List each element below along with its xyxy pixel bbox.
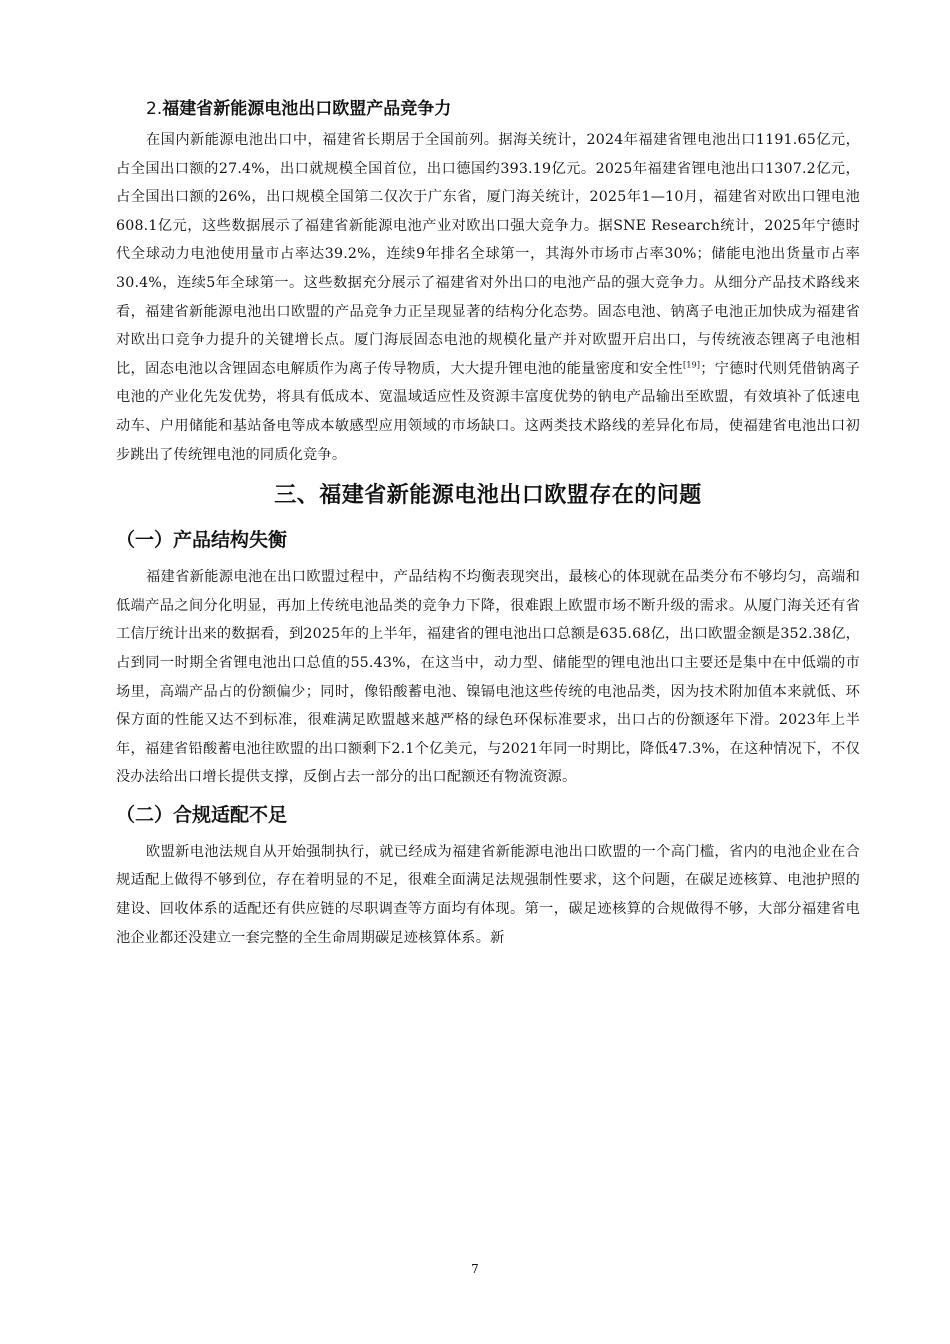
paragraph-competitiveness xyxy=(116,126,860,469)
document-page xyxy=(116,92,860,952)
paragraph-compliance: 欧盟新电池法规自从开始强制执行，就已经成为福建省新能源电池出口欧盟的一个高门槛，省内的电池企业在合规适配上做得不够到位，存在着明显的不足，很难全面满足法规强制性要求，这个问题，在碳足迹核算、电池护照的建设、回收体系的适配还有供应链的尽职调查等方面均有体现。第一，碳足迹核算的合规做得不够，大部分福建省电池企业都还没建立一套完整的全生命周期碳足迹核算体系。新 xyxy=(116,843,860,946)
section-heading: 三、福建省新能源电池出口欧盟存在的问题 xyxy=(274,483,702,509)
page-number: 7 xyxy=(471,1262,479,1276)
subsection-title: 福建省新能源电池出口欧盟产品竞争力 xyxy=(162,99,452,119)
subsection-number: 2. xyxy=(146,99,163,119)
paragraph-product-structure: 福建省新能源电池在出口欧盟过程中，产品结构不均衡表现突出，最核心的体现就在品类分布不够均匀，高端和低端产品之间分化明显，再加上传统电池品类的竞争力下降，很难跟上欧盟市场不断升级的需求。从厦门海关还有省工信厅统计出来的数据看，到2025年的上半年，福建省的锂电池出口总额是635.68亿，出口欧盟金额是352.38亿，占到同一时期全省锂电池出口总值的55.43%，在这当中，动力型、储能型的锂电池出口主要还是集中在中低端的市场里，高端产品占的份额偏少；同时，像铅酸蓄电池、镍镉电池这些传统的电池品类，因为技术附加值本来就低、环保方面的性能又达不到标准，很难满足欧盟越来越严格的绿色环保标准要求，出口占的份额逐年下滑。2023年上半年，福建省铅酸蓄电池往欧盟的出口额剩下2.1个亿美元，与2021年同一时期比，降低47.3%，在这种情况下，不仅没办法给出口增长提供支撑，反倒占去一部分的出口配额还有物流资源。 xyxy=(116,569,860,786)
paragraph-text-before-citation: 在国内新能源电池出口中，福建省长期居于全国前列。据海关统计，2024年福建省锂电池出口1191.65亿元，占全国出口额的27.4%，出口就规模全国首位，出口德国约393.19亿元。2025年福建省锂电池出口1307.2亿元，占全国出口额的26%，出口规模全国第二仅次于广东省，厦门海关统计，2025年1—10月，福建省对欧出口锂电池608.1亿元，这些数据展示了福建省新能源电池产业对欧出口强大竞争力。据SNE Research统计，2025年宁德时代全球动力电池使用量市占率达39.2%，连续9年排名全球第一，其海外市场市占率30%；储能电池出货量市占率30.4%，连续5年全球第一。这些数据充分展示了福建省对外出口的电池产品的强大竞争力。从细分产品技术路线来看，福建省新能源电池出口欧盟的产品竞争力正呈现显著的结构分化态势。固态电池、钠离子电池正加快成为福建省对欧出口竞争力提升的关键增长点。厦门海辰固态电池的规模化量产并对欧盟开启出口，与传统液态锂离子电池相比，固态电池以含锂固态电解质作为离子传导物质，大大提升锂电池的能量密度和安全性 xyxy=(116,132,860,377)
paragraph-text-after-citation: ；宁德时代则凭借钠离子电池的产业化先发优势，将具有低成本、宽温域适应性及资源丰富度优势的钠电产品输出至欧盟，有效填补了低速电动车、户用储能和基站备电等成本敏感型应用领域的市场缺口。这两类技术路线的差异化布局，使福建省电池出口初步跳出了传统锂电池的同质化竞争。 xyxy=(116,360,861,463)
part-heading-product-structure: （一）产品结构失衡 xyxy=(116,529,288,552)
part-heading-compliance: （二）合规适配不足 xyxy=(116,803,288,826)
citation-marker: [19] xyxy=(683,360,701,370)
subsection-heading xyxy=(146,92,860,126)
